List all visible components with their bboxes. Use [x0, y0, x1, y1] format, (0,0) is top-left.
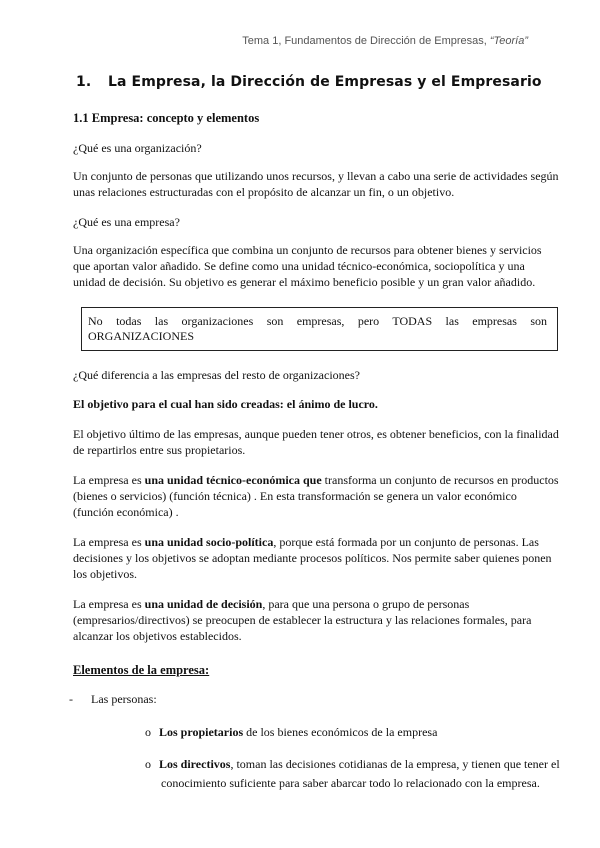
answer-organization: Un conjunto de personas que utilizando unos recursos, y llevan a cabo una serie de actividades según unas relaciones estructuradas con el propósito de alcanzar un fin, o un objetivo.	[73, 169, 559, 199]
sub-item-directivos	[145, 756, 560, 792]
propietarios-text: de los bienes económicos de la empresa	[243, 725, 438, 739]
directivos-bold: Los directivos	[159, 757, 231, 771]
paragraph-decision	[73, 596, 560, 644]
dec-pre: La empresa es	[73, 597, 145, 611]
question-diferencia: ¿Qué diferencia a las empresas del resto de organizaciones?	[73, 368, 360, 382]
soc-post: , porque está formada por un conjunto de personas. Las decisiones y los objetivos se adoptan mediante procesos políticos. Nos permite saber quienes ponen los objetivos.	[73, 535, 552, 581]
answer-empresa: Una organización específica que combina un conjunto de recursos para obtener bienes y servicios que aportan valor añadido. Se define como una unidad técnico-económica, sociopolítica y una unidad de decisión. Su objetivo es generar el máximo beneficio posible y un gran valor añadido.	[73, 243, 542, 289]
dec-post: , para que una persona o grupo de personas (empresarios/directivos) se preocupen de establecer la estructura y las relaciones formales, para alcanzar los objetivos establecidos.	[73, 597, 532, 643]
tec-bold: una unidad técnico-económica que	[144, 473, 322, 487]
header-quote: “Teoría”	[489, 35, 528, 47]
sub-marker: o	[145, 725, 151, 739]
paragraph-socio-politica	[73, 534, 560, 582]
section-title: 1.1 Empresa: concepto y elementos	[73, 111, 260, 125]
answer-diferencia-bold	[73, 396, 560, 412]
document-body	[69, 74, 560, 792]
question-organization: ¿Qué es una organización?	[73, 141, 202, 155]
propietarios-bold: Los propietarios	[159, 725, 244, 739]
header-text: Tema 1, Fundamentos de Dirección de Empresas,	[242, 35, 490, 47]
tec-post: transforma un conjunto de recursos en productos (bienes o servicios) (función técnica) . En esta transformación se genera un valor económico (función económica) .	[73, 473, 559, 519]
chapter-number: 1.	[76, 74, 92, 90]
chapter-title	[76, 74, 560, 90]
page-header	[242, 35, 528, 47]
chapter-title-text: La Empresa, la Dirección de Empresas y el Empresario	[108, 74, 542, 90]
directivos-continuation: conocimiento suficiente para saber abarcar todo lo relacionado con la empresa.	[161, 776, 540, 790]
soc-bold: una unidad socio-política	[144, 535, 274, 549]
note-box: No todas las organizaciones son empresas, pero TODAS las empresas son ORGANIZACIONES	[81, 307, 558, 351]
elements-title: Elementos de la empresa:	[73, 663, 210, 677]
question-empresa: ¿Qué es una empresa?	[73, 215, 180, 229]
bullet-personas	[69, 692, 560, 707]
answer-diferencia: El objetivo último de las empresas, aunque pueden tener otros, es obtener beneficios, con la finalidad de repartirlos entre sus propietarios.	[73, 427, 559, 457]
lucro-statement: El objetivo para el cual han sido creadas: el ánimo de lucro.	[73, 397, 378, 411]
sub-marker: o	[145, 757, 151, 771]
paragraph-tecnico-economica	[73, 472, 560, 520]
tec-pre: La empresa es	[73, 473, 145, 487]
sub-item-propietarios	[145, 724, 560, 741]
bullet-personas-text: Las personas:	[91, 692, 157, 706]
bullet-marker: -	[69, 692, 73, 706]
dec-bold: una unidad de decisión	[144, 597, 263, 611]
soc-pre: La empresa es	[73, 535, 145, 549]
directivos-text: , toman las decisiones cotidianas de la empresa, y tienen que tener el	[230, 757, 560, 771]
